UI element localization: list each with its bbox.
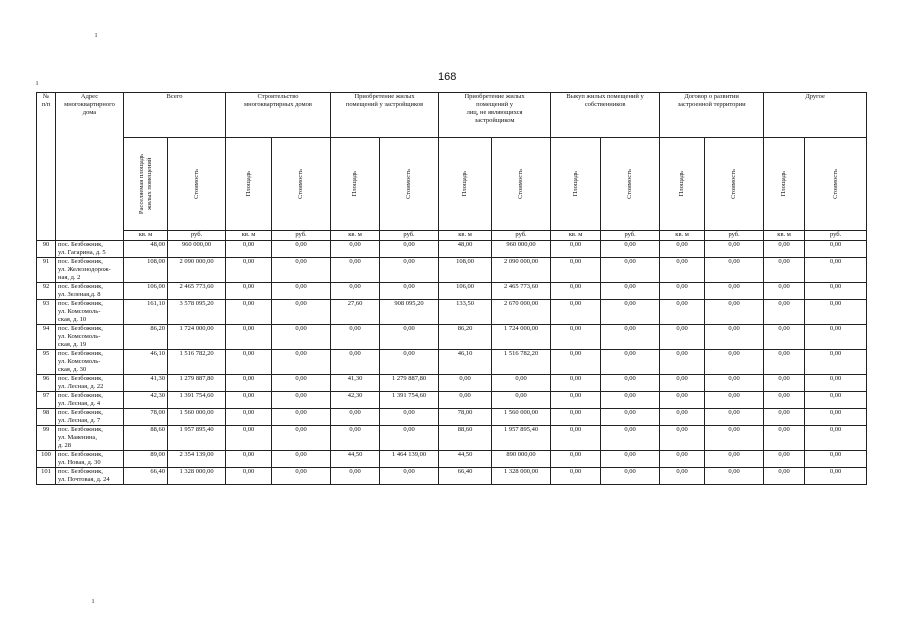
header-sub-area: Площадь: [226, 138, 272, 231]
cell-cost: 0,00: [272, 392, 331, 409]
cell-area: 0,00: [226, 300, 272, 325]
cell-cost: 1 957 895,40: [492, 426, 551, 451]
cell-area: 0,00: [660, 283, 705, 300]
cell-cost: 1 724 000,00: [168, 325, 226, 350]
cell-cost: 0,00: [272, 300, 331, 325]
cell-cost: 0,00: [272, 350, 331, 375]
cell-cost: 0,00: [805, 283, 867, 300]
cell-area: 106,00: [124, 283, 168, 300]
cell-cost: 0,00: [705, 325, 764, 350]
cell-cost: 0,00: [380, 350, 439, 375]
cell-cost: 1 328 000,00: [168, 468, 226, 485]
cell-area: 0,00: [660, 300, 705, 325]
cell-area: 0,00: [551, 325, 601, 350]
cell-area: 0,00: [226, 325, 272, 350]
cell-cost: 1 279 887,80: [380, 375, 439, 392]
cell-area: 41,30: [331, 375, 380, 392]
cell-cost: 0,00: [805, 451, 867, 468]
cell-area: 42,30: [124, 392, 168, 409]
cell-cost: 3 578 095,20: [168, 300, 226, 325]
cell-cost: 1 560 000,00: [168, 409, 226, 426]
cell-cost: 0,00: [805, 375, 867, 392]
table-row: [37, 350, 867, 375]
cell-area: 106,00: [439, 283, 492, 300]
header-sub-cost: Стоимость: [601, 138, 660, 231]
row-address: пос. Безбожник, ул. Лесная, д. 4: [56, 392, 124, 409]
cell-area: 0,00: [551, 300, 601, 325]
header-sub-area: Площадь: [331, 138, 380, 231]
cell-area: 42,30: [331, 392, 380, 409]
unit-label: кв. м: [226, 231, 272, 241]
row-address: пос. Безбожник, ул. Маяенина, д. 28: [56, 426, 124, 451]
table-row: [37, 468, 867, 485]
header-group-total: Всего: [124, 93, 226, 138]
row-number: 95: [37, 350, 56, 375]
header-sub-cost: Стоимость: [272, 138, 331, 231]
cell-area: 0,00: [764, 325, 805, 350]
cell-area: 0,00: [439, 375, 492, 392]
cell-area: 0,00: [226, 468, 272, 485]
row-number: 101: [37, 468, 56, 485]
row-address: пос. Безбожник, ул. Лесная, д. 7: [56, 409, 124, 426]
cell-area: 66,40: [124, 468, 168, 485]
cell-cost: 0,00: [601, 375, 660, 392]
cell-cost: 0,00: [805, 426, 867, 451]
cell-cost: 0,00: [705, 350, 764, 375]
header-sub-area: Площадь: [551, 138, 601, 231]
row-number: 92: [37, 283, 56, 300]
cell-area: 0,00: [551, 375, 601, 392]
cell-cost: 0,00: [805, 258, 867, 283]
cell-area: 0,00: [331, 283, 380, 300]
cell-area: 78,00: [124, 409, 168, 426]
cell-area: 133,50: [439, 300, 492, 325]
cell-area: 0,00: [226, 409, 272, 426]
header-sub-area: Площадь: [439, 138, 492, 231]
cell-area: 88,60: [439, 426, 492, 451]
cell-cost: 0,00: [380, 325, 439, 350]
header-group-purchase-non-developers: Приобретение жилых помещений у лиц, не являющихся застройщиком: [439, 93, 551, 138]
cell-area: 0,00: [764, 426, 805, 451]
cell-area: 0,00: [660, 392, 705, 409]
cell-area: 0,00: [226, 392, 272, 409]
cell-cost: 2 090 000,00: [492, 258, 551, 283]
cell-area: 0,00: [439, 392, 492, 409]
row-number: 99: [37, 426, 56, 451]
cell-area: 44,50: [331, 451, 380, 468]
cell-area: 0,00: [331, 426, 380, 451]
cell-area: 0,00: [551, 350, 601, 375]
unit-label: руб.: [601, 231, 660, 241]
cell-cost: 960 000,00: [168, 241, 226, 258]
cell-area: 0,00: [660, 375, 705, 392]
cell-cost: 0,00: [805, 350, 867, 375]
scan-mark: ı: [36, 78, 39, 87]
row-address: пос. Безбожник, ул. Комсомоль- ская, д. 19: [56, 325, 124, 350]
cell-area: 0,00: [551, 468, 601, 485]
cell-cost: 2 354 139,00: [168, 451, 226, 468]
cell-area: 46,10: [439, 350, 492, 375]
cell-cost: 0,00: [492, 375, 551, 392]
cell-area: 48,00: [124, 241, 168, 258]
header-sub-cost: Стоимость: [805, 138, 867, 231]
cell-cost: 0,00: [601, 325, 660, 350]
cell-cost: 0,00: [380, 468, 439, 485]
header-num: № п/п: [37, 93, 56, 241]
cell-cost: 0,00: [272, 451, 331, 468]
cell-area: 0,00: [226, 426, 272, 451]
cell-area: 0,00: [660, 468, 705, 485]
cell-area: 0,00: [764, 392, 805, 409]
cell-cost: 1 391 754,60: [168, 392, 226, 409]
cell-area: 0,00: [331, 325, 380, 350]
header-sub-area: Площадь: [660, 138, 705, 231]
resettlement-table: [36, 92, 867, 485]
row-number: 98: [37, 409, 56, 426]
unit-label: руб.: [805, 231, 867, 241]
cell-cost: 0,00: [705, 409, 764, 426]
cell-area: 88,60: [124, 426, 168, 451]
row-address: пос. Безбожник, ул. Железнодорож- ная, д. 2: [56, 258, 124, 283]
table-row: [37, 241, 867, 258]
cell-cost: 1 279 887,80: [168, 375, 226, 392]
header-sub-cost: Стоимость: [705, 138, 764, 231]
row-address: пос. Безбожник, ул. Гагарина, д. 5: [56, 241, 124, 258]
cell-area: 108,00: [439, 258, 492, 283]
cell-cost: 0,00: [601, 392, 660, 409]
table-row: [37, 300, 867, 325]
cell-area: 0,00: [764, 451, 805, 468]
cell-cost: 1 724 000,00: [492, 325, 551, 350]
cell-area: 0,00: [764, 468, 805, 485]
cell-area: 0,00: [660, 426, 705, 451]
cell-area: 0,00: [660, 451, 705, 468]
cell-cost: 0,00: [601, 451, 660, 468]
cell-area: 0,00: [331, 258, 380, 283]
cell-area: 66,40: [439, 468, 492, 485]
header-sub-cost: Стоимость: [168, 138, 226, 231]
cell-area: 0,00: [331, 241, 380, 258]
cell-cost: 0,00: [705, 283, 764, 300]
cell-cost: 1 516 782,20: [492, 350, 551, 375]
cell-cost: 0,00: [380, 409, 439, 426]
row-address: пос. Безбожник, ул. Комсомоль- ская, д. 30: [56, 350, 124, 375]
cell-area: 48,00: [439, 241, 492, 258]
cell-cost: 1 464 139,00: [380, 451, 439, 468]
cell-cost: 0,00: [705, 241, 764, 258]
cell-area: 0,00: [764, 350, 805, 375]
row-address: пос. Безбожник, ул. Зеленая,д. 8: [56, 283, 124, 300]
cell-cost: 0,00: [380, 241, 439, 258]
row-number: 100: [37, 451, 56, 468]
cell-area: 86,20: [124, 325, 168, 350]
header-group-other: Другое: [764, 93, 867, 138]
cell-area: 0,00: [551, 426, 601, 451]
cell-cost: 0,00: [601, 300, 660, 325]
cell-cost: 2 090 000,00: [168, 258, 226, 283]
header-sub-area: Площадь: [764, 138, 805, 231]
cell-cost: 1 328 000,00: [492, 468, 551, 485]
cell-area: 0,00: [331, 409, 380, 426]
cell-cost: 0,00: [601, 350, 660, 375]
cell-area: 0,00: [764, 283, 805, 300]
unit-label: кв. м: [551, 231, 601, 241]
cell-cost: 1 516 782,20: [168, 350, 226, 375]
unit-label: руб.: [168, 231, 226, 241]
cell-cost: 0,00: [805, 325, 867, 350]
table-row: [37, 392, 867, 409]
cell-area: 108,00: [124, 258, 168, 283]
page-number: 168: [438, 71, 457, 83]
header-sub-cost: Стоимость: [380, 138, 439, 231]
cell-cost: 0,00: [805, 241, 867, 258]
cell-cost: 0,00: [601, 409, 660, 426]
cell-area: 0,00: [551, 241, 601, 258]
cell-cost: 0,00: [705, 426, 764, 451]
cell-area: 44,50: [439, 451, 492, 468]
cell-area: 0,00: [551, 283, 601, 300]
header-group-purchase-developers: Приобретение жилых помещений у застройщиков: [331, 93, 439, 138]
row-number: 94: [37, 325, 56, 350]
cell-area: 0,00: [660, 409, 705, 426]
cell-area: 0,00: [551, 258, 601, 283]
cell-cost: 1 391 754,60: [380, 392, 439, 409]
cell-area: 0,00: [660, 350, 705, 375]
row-address: пос. Безбожник, ул. Почтовая, д. 24: [56, 468, 124, 485]
cell-area: 0,00: [226, 283, 272, 300]
cell-cost: 0,00: [705, 392, 764, 409]
cell-area: 0,00: [660, 241, 705, 258]
cell-area: 0,00: [764, 375, 805, 392]
scan-mark: ı: [92, 596, 95, 605]
cell-area: 0,00: [226, 375, 272, 392]
cell-cost: 0,00: [601, 283, 660, 300]
table-row: [37, 325, 867, 350]
cell-area: 0,00: [764, 409, 805, 426]
unit-label: кв. м: [439, 231, 492, 241]
scan-mark: ı: [95, 30, 98, 39]
cell-cost: 0,00: [272, 241, 331, 258]
cell-area: 0,00: [764, 258, 805, 283]
table-row: [37, 451, 867, 468]
cell-area: 0,00: [226, 451, 272, 468]
cell-cost: 0,00: [272, 325, 331, 350]
cell-cost: 1 957 895,40: [168, 426, 226, 451]
unit-label: руб.: [272, 231, 331, 241]
cell-cost: 0,00: [601, 468, 660, 485]
row-address: пос. Безбожник, ул. Комсомоль- ская, д. 10: [56, 300, 124, 325]
cell-cost: 0,00: [272, 409, 331, 426]
cell-cost: 0,00: [272, 258, 331, 283]
row-address: пос. Безбожник, ул. Новая, д. 30: [56, 451, 124, 468]
unit-label: кв. м: [124, 231, 168, 241]
cell-area: 0,00: [764, 300, 805, 325]
cell-cost: 0,00: [705, 451, 764, 468]
cell-cost: 0,00: [705, 468, 764, 485]
cell-area: 0,00: [331, 468, 380, 485]
cell-cost: 2 465 773,60: [492, 283, 551, 300]
cell-area: 0,00: [331, 350, 380, 375]
header-sub-area: Расселяемая площадь жилых помещений: [124, 138, 168, 231]
cell-cost: 0,00: [601, 426, 660, 451]
cell-area: 161,10: [124, 300, 168, 325]
unit-label: кв. м: [660, 231, 705, 241]
table-row: [37, 283, 867, 300]
cell-cost: 0,00: [380, 258, 439, 283]
unit-label: руб.: [705, 231, 764, 241]
cell-cost: 0,00: [805, 468, 867, 485]
table-row: [37, 258, 867, 283]
cell-cost: 2 465 773,60: [168, 283, 226, 300]
cell-area: 89,00: [124, 451, 168, 468]
cell-cost: 0,00: [380, 283, 439, 300]
row-number: 90: [37, 241, 56, 258]
cell-area: 0,00: [551, 451, 601, 468]
cell-cost: 0,00: [601, 241, 660, 258]
cell-area: 0,00: [660, 325, 705, 350]
cell-area: 27,60: [331, 300, 380, 325]
table-row: [37, 409, 867, 426]
row-number: 96: [37, 375, 56, 392]
cell-cost: 0,00: [805, 409, 867, 426]
cell-cost: 0,00: [380, 426, 439, 451]
cell-cost: 908 095,20: [380, 300, 439, 325]
cell-cost: 0,00: [705, 258, 764, 283]
unit-label: руб.: [380, 231, 439, 241]
row-address: пос. Безбожник, ул. Лесная, д. 22: [56, 375, 124, 392]
cell-cost: 0,00: [705, 375, 764, 392]
cell-area: 0,00: [764, 241, 805, 258]
cell-area: 78,00: [439, 409, 492, 426]
header-group-buyout: Выкуп жилых помещений у собственников: [551, 93, 660, 138]
cell-area: 0,00: [226, 350, 272, 375]
cell-cost: 2 670 000,00: [492, 300, 551, 325]
cell-cost: 0,00: [601, 258, 660, 283]
cell-area: 0,00: [551, 392, 601, 409]
cell-cost: 0,00: [272, 375, 331, 392]
cell-cost: 0,00: [705, 300, 764, 325]
row-number: 97: [37, 392, 56, 409]
cell-area: 0,00: [226, 258, 272, 283]
unit-label: кв. м: [331, 231, 380, 241]
cell-cost: 0,00: [492, 392, 551, 409]
header-group-development-contract: Договор о развитии застроенной территории: [660, 93, 764, 138]
cell-area: 41,30: [124, 375, 168, 392]
cell-cost: 0,00: [272, 283, 331, 300]
cell-cost: 0,00: [805, 300, 867, 325]
row-number: 93: [37, 300, 56, 325]
table-row: [37, 426, 867, 451]
header-sub-cost: Стоимость: [492, 138, 551, 231]
unit-label: руб.: [492, 231, 551, 241]
cell-cost: 0,00: [272, 426, 331, 451]
cell-cost: 960 000,00: [492, 241, 551, 258]
unit-label: кв. м: [764, 231, 805, 241]
cell-cost: 0,00: [805, 392, 867, 409]
cell-cost: 890 000,00: [492, 451, 551, 468]
cell-area: 0,00: [660, 258, 705, 283]
row-number: 91: [37, 258, 56, 283]
header-address: Адрес многоквартирного дома: [56, 93, 124, 241]
cell-cost: 1 560 000,00: [492, 409, 551, 426]
cell-area: 0,00: [226, 241, 272, 258]
cell-area: 46,10: [124, 350, 168, 375]
table-row: [37, 375, 867, 392]
cell-cost: 0,00: [272, 468, 331, 485]
header-group-construction: Строительство многоквартирных домов: [226, 93, 331, 138]
cell-area: 0,00: [551, 409, 601, 426]
cell-area: 86,20: [439, 325, 492, 350]
